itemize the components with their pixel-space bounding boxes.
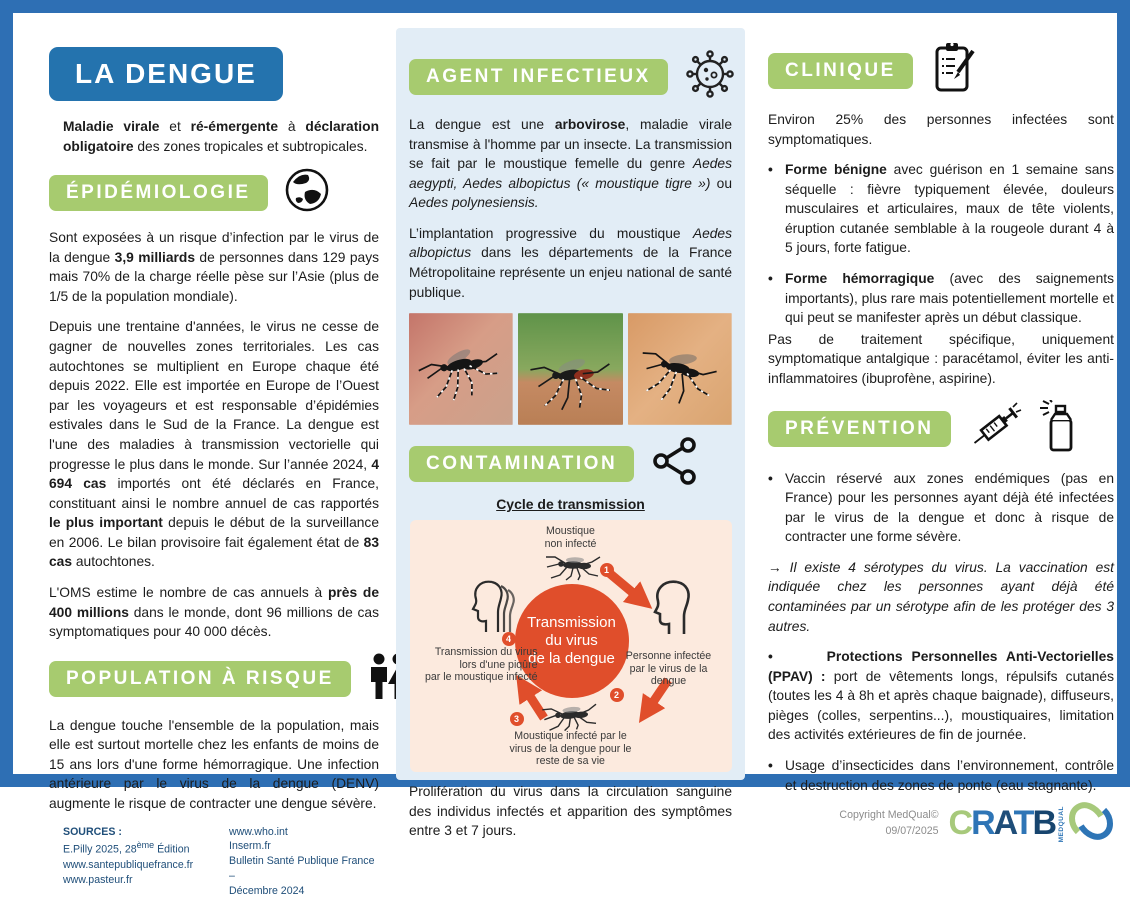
clinique-traitement-paragraph: Pas de traitement spécifique, uniquement symptomatique antalgique : paracétamol, éviter les anti-inflammatoires (ibuprofène, aspirine). [768, 331, 1114, 386]
person-head-icon [649, 578, 695, 644]
cycle-top-label: Moustique non infecté [544, 525, 597, 550]
intro-paragraph: Maladie virale et ré-émergente à déclaration obligatoire des zones tropicales et subtropicales. [63, 119, 379, 154]
section-heading-epidemiologie: ÉPIDÉMIOLOGIE [49, 175, 268, 211]
multiple-heads-icon [468, 576, 528, 646]
epidemiology-paragraph-3: L'OMS estime le nombre de cas annuels à près de 400 millions dans le monde, dont 96 millions de cas symptomatiques pour 40 000 décès. [49, 584, 380, 640]
cratb-logo [949, 799, 1115, 848]
bullet-marker: • [768, 758, 773, 774]
section-heading-agent-infectieux: AGENT INFECTIEUX [409, 59, 668, 95]
cycle-step-4-badge: 4 [502, 632, 516, 646]
left-column [49, 43, 379, 899]
source-line: www.who.int [229, 825, 288, 838]
copyright: Copyright MedQual© 09/07/2025 [839, 808, 939, 837]
mosquito-photos [409, 313, 732, 425]
mosquito-icon [545, 548, 603, 586]
cycle-step-2-badge: 2 [610, 688, 624, 702]
section-heading-clinique: CLINIQUE [768, 53, 913, 89]
agent-paragraph-2: L’implantation progressive du moustique Aedes albopictus dans les départements de la France Métropolitaine représente un enjeu national de santé publique. [409, 225, 732, 300]
syringe-icon [967, 401, 1023, 458]
source-line: Inserm.fr [229, 840, 271, 853]
mosquito-photo-3 [628, 313, 732, 425]
middle-column [396, 28, 745, 839]
source-line: E.Pilly 2025, 28ème Édition [63, 840, 190, 856]
contamination-footer-paragraph: Prolifération du virus dans la circulation sanguine des individus infectés et apparition des symptômes entre 3 et 7 jours. [409, 784, 732, 839]
section-heading-population-a-risque: POPULATION À RISQUE [49, 661, 351, 697]
clinique-bullet-benigne: • Forme bénigne avec guérison en 1 semaine sans séquelle : fièvre typiquement élevée, douleurs musculaires et articulaires, maux de tête violents, éruption cutanée semblable à la rougeole durant 4 à 5 jours, forte fatigue. [768, 160, 1114, 258]
epidemiology-paragraph-1: Sont exposées à un risque d’infection par le virus de la dengue 3,9 milliards de personnes dans 129 pays mais 70% de la charge réelle pèse sur l’Asie (plus de 1/5 de la population mondiale). [49, 230, 379, 304]
share-icon [650, 437, 700, 490]
logo-vertical-text: MEDQUAL [1058, 805, 1065, 842]
cycle-step-1-badge: 1 [600, 563, 614, 577]
prevention-bullet-insecticides: • Usage d’insecticides dans l’environnement, contrôle et destruction des zones de ponte (eau stagnante). [768, 756, 1114, 795]
cycle-right-label: Personne infectée par le virus de la dengue [625, 650, 712, 688]
prevention-bullet-vaccin: • Vaccin réservé aux zones endémiques (pas en France) pour les personnes ayant déjà été infectées par le virus de la dengue et donc à risque de contracter une forme sévère. [768, 469, 1114, 547]
clinique-intro-paragraph: Environ 25% des personnes infectées sont symptomatiques. [768, 112, 1114, 147]
source-line: Décembre 2024 [229, 884, 305, 897]
agent-paragraph-1: La dengue est une arbovirose, maladie virale transmise à l'homme par un insecte. La transmission se fait par le moustique femelle du genre Aedes aegypti, Aedes albopictus (« moustique tigre ») ou Aedes polynesiensis. [409, 117, 732, 211]
globe-icon [284, 167, 330, 218]
sources-label: SOURCES : [63, 825, 122, 838]
page-title: LA DENGUE [49, 47, 283, 101]
epidemiology-paragraph-2: Depuis une trentaine d'années, le virus ne cesse de gagner de nouvelles zones territoriales. Les cas autochtones se multiplient en Europe chaque été depuis 2022. Elle est importée en Europe de l’Ouest par les voyageurs et est responsable d’épidémies estivales dans le Sud de la France. La dengue est l'une des maladies à transmission vectorielle qui progresse le plus dans le monde. Sur l’année 2024, 4 694 cas importés ont été déclarés en France, constituant ainsi le nombre annuel de cas rapportés le plus important depuis le début de la surveillance en 2006. Le bilan provisoire fait également état de 83 cas autochtones. [49, 319, 380, 570]
cycle-center-circle: Transmission du virus de la dengue [515, 584, 629, 698]
source-line: Bulletin Santé Publique France – [229, 855, 375, 883]
prevention-serotypes-note: → Il existe 4 sérotypes du virus. La vaccination est indiquée chez les personnes ayant déjà été contaminées par un sérotype afin de les protéger des 3 autres. [768, 559, 1114, 634]
right-column [768, 41, 1114, 848]
source-line: www.santepubliquefrance.fr [63, 858, 194, 871]
section-heading-contamination: CONTAMINATION [409, 446, 634, 482]
bullet-marker: • [768, 162, 773, 178]
bullet-marker: • [768, 470, 773, 486]
section-heading-prevention: PRÉVENTION [768, 411, 951, 447]
sources-block [63, 825, 379, 899]
infinity-knot-icon [1068, 799, 1114, 848]
cratb-logo-letters: CRATB [948, 804, 1055, 843]
population-paragraph: La dengue touche l'ensemble de la population, mais elle est surtout mortelle chez les enfants de moins de 15 ans lors d'une forme hémorragique. Une infection antérieure par le virus de la dengue (DENV) augmente le risque de contracter une dengue sévère. [49, 717, 379, 812]
mosquito-photo-2 [518, 313, 624, 425]
clinique-bullet-hemorragique: • Forme hémorragique (avec des saignements importants), plus rare mais potentiellement mortelle et qui peut se manifester après un début classique. [768, 269, 1114, 328]
cycle-left-label: Transmission du virus lors d'une piqûre par le moustique infecté [425, 646, 538, 684]
bullet-marker: • [768, 271, 773, 287]
footer-row [768, 799, 1114, 848]
prevention-bullet-ppav: • Protections Personnelles Anti-Vectorielles (PPAV) : port de vêtements longs, répulsifs cutanés (toutes les 4 à 8h et après chaque baignade), diffuseurs, pièges (colles, serpentins...), moustiquaires, limitation des activités extérieures de fin de journée. [768, 647, 1114, 745]
clipboard-pencil-icon [929, 41, 979, 100]
cycle-subtitle: Cycle de transmission [496, 496, 645, 513]
cycle-step-3-badge: 3 [510, 712, 524, 726]
cycle-bottom-label: Moustique infecté par le virus de la dengue pour le reste de sa vie [509, 730, 632, 768]
spray-can-icon [1035, 400, 1077, 459]
transmission-cycle-diagram [410, 520, 732, 772]
source-line: www.pasteur.fr [63, 873, 133, 886]
mosquito-photo-1 [409, 313, 513, 425]
virus-icon [684, 48, 736, 105]
